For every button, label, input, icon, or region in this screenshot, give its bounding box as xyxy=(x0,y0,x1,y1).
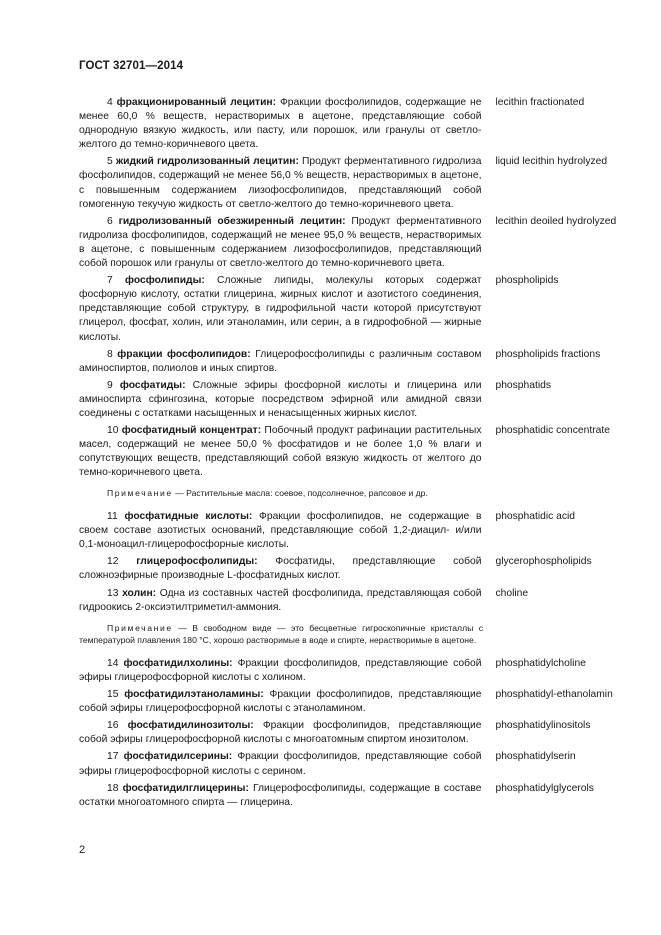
term-name: фосфатидный концентрат: xyxy=(121,425,262,437)
term-english: phosphatidylglycerols xyxy=(495,782,594,794)
term-entry xyxy=(79,348,619,376)
term-definition: 9 фосфатиды: Сложные эфиры фосфорной кислоты и глицерина или аминоспирта сфингозина, которые посредством эфирной или амидной связи соединены с остатками насыщенных и ненасыщенных жирных кислот. xyxy=(79,379,482,419)
term-name: фракционированный лецитин: xyxy=(116,97,277,108)
term-english: phospholipids fractions xyxy=(495,348,601,360)
term-entry xyxy=(79,274,619,344)
term-name: холин: xyxy=(122,587,157,599)
term-definition: 12 глицерофосфолипиды: Фосфатиды, представляющие собой сложноэфирные производные L-фосфатидных кислот. xyxy=(79,556,482,582)
term-definition: 6 гидролизованный обезжиренный лецитин: Продукт ферментативного гидролиза фосфолипидов, содержащий не менее 95,0 % веществ, нерастворимых в ацетоне, с повышенным содержанием лизофосфолипидов, представляющий собой порошок или гранулы от светло-желтого до темно-коричневого цвета. xyxy=(79,215,482,270)
term-entry xyxy=(79,750,619,778)
document-header: ГОСТ 32701—2014 xyxy=(79,60,184,72)
term-definition: 8 фракции фосфолипидов: Глицерофосфолипиды с различным составом аминоспиртов, полиолов и иных спиртов. xyxy=(79,348,482,374)
term-name: фосфатидилглицерины: xyxy=(122,782,249,794)
term-name: фракции фосфолипидов: xyxy=(117,348,251,360)
term-english: phosphatidic concentrate xyxy=(495,425,610,437)
term-entry xyxy=(79,688,619,716)
term-english: lecithin deoiled hydrolyzed xyxy=(495,215,617,227)
term-entry xyxy=(79,96,619,152)
term-entry xyxy=(79,555,619,583)
term-english: choline xyxy=(495,587,529,599)
term-definition: 4 фракционированный лецитин: Фракции фосфолипидов, содержащие не менее 60,0 % веществ, нерастворимых в ацетоне, представляющие собой однородную вязкую жидкость, или пасту, или порошок, или гранулы от светло-желтого до темно-коричневого цвета. xyxy=(79,97,482,151)
term-name: фосфатидилсерины: xyxy=(123,751,233,763)
term-definition: 15 фосфатидилэтаноламины: Фракции фосфолипидов, представляющие собой эфиры глицерофосфорной кислоты с этаноламином. xyxy=(79,689,482,715)
term-definition: 11 фосфатидные кислоты: Фракции фосфолипидов, не содержащие в своем составе азотистых оснований, представляющие собой 1,2-диацил- и/или 0,1-моноацил-глицерофосфорные кислоты. xyxy=(79,511,482,551)
term-entry xyxy=(79,424,619,480)
term-name: глицерофосфолипиды: xyxy=(136,556,258,568)
note-text: Растительные масла: соевое, подсолнечное, рапсовое и др. xyxy=(186,488,428,499)
terms-list xyxy=(79,96,619,813)
term-name: фосфолипиды: xyxy=(124,275,205,287)
note: Примечание — Растительные масла: соевое, подсолнечное, рапсовое и др. xyxy=(107,488,428,499)
note: Примечание — В свободном виде — это бесцветные гигроскопичные кристаллы с температурой плавления 180 °С, хорошо растворимые в воде и спирте, нерастворимые в ацетоне. xyxy=(79,622,483,646)
term-definition: 18 фосфатидилглицерины: Глицерофосфолипиды, содержащие в составе остатки многоатомного спирта — глицерина. xyxy=(79,782,482,808)
term-definition: 10 фосфатидный концентрат: Побочный продукт рафинации растительных масел, содержащий не менее 50,0 % фосфатидов и не более 1,0 % влаги и сопутствующих веществ, представляющий собой вязкую жидкость от желтого до темно-коричневого цвета. xyxy=(79,425,482,479)
term-english: phosphatids xyxy=(495,379,552,391)
term-name: фосфатидилхолины: xyxy=(123,657,233,669)
term-entry xyxy=(79,215,619,271)
term-english: glycerophospholipids xyxy=(495,556,592,568)
term-english: phosphatidylserin xyxy=(495,751,576,763)
term-entry xyxy=(79,587,619,615)
note-text: В свободном виде — это бесцветные гигроскопичные кристаллы с температурой плавления 180 °С, хорошо растворимые в воде и спирте, нерастворимые в ацетоне. xyxy=(79,622,483,646)
term-english: phosphatidic acid xyxy=(495,511,576,523)
term-entry xyxy=(79,719,619,747)
term-entry xyxy=(79,782,619,810)
term-entry xyxy=(79,657,619,685)
note-label: Примечание xyxy=(107,622,173,633)
term-name: фосфатиды: xyxy=(119,379,186,391)
term-definition: 5 жидкий гидролизованный лецитин: Продукт ферментативного гидролиза фосфолипидов, содержащий не менее 56,0 % веществ, нерастворимых в ацетоне, с повышенным содержанием лизофосфолипидов, представляющий собой гомогенную текучую жидкость от светло-желтого до темно-коричневого цвета. xyxy=(79,156,482,210)
page-number: 2 xyxy=(79,844,86,856)
term-definition: 7 фосфолипиды: Сложные липиды, молекулы которых содержат фосфорную кислоту, остатки глицерина, жирных кислот и азотистого соединения, представляющие собой структуру, в гидрофильной части которой присутствуют глицерол, фосфат, холин, или этаноламин, или серин, а в гидрофобной — жирные кислоты. xyxy=(79,275,482,343)
term-name: фосфатидилэтаноламины: xyxy=(124,689,264,701)
term-name: гидролизованный обезжиренный лецитин: xyxy=(118,215,346,227)
term-entry xyxy=(79,510,619,552)
term-english: phosphatidylcholine xyxy=(495,657,586,669)
term-name: фосфатидилинозитолы: xyxy=(127,720,254,732)
term-definition: 17 фосфатидилсерины: Фракции фосфолипидов, представляющие собой эфиры глицерофосфорной кислоты с серином. xyxy=(79,751,482,777)
term-name: фосфатидные кислоты: xyxy=(124,511,253,523)
term-definition: 13 холин: Одна из составных частей фосфолипида, представляющая собой гидроокись 2-оксиэтилтриметил-аммония. xyxy=(79,587,482,613)
term-definition: 14 фосфатидилхолины: Фракции фосфолипидов, представляющие собой эфиры глицерофосфорной кислоты с холином. xyxy=(79,657,482,683)
term-english: phosphatidyl-ethanolamin xyxy=(495,689,613,701)
term-entry xyxy=(79,379,619,421)
term-english: liquid lecithin hydrolyzed xyxy=(495,156,608,168)
term-name: жидкий гидролизованный лецитин: xyxy=(115,156,299,168)
term-entry xyxy=(79,155,619,211)
term-english: phospholipids xyxy=(495,275,559,287)
term-definition: 16 фосфатидилинозитолы: Фракции фосфолипидов, представляющие собой эфиры глицерофосфорной кислоты с многоатомным спиртом инозитолом. xyxy=(79,720,482,746)
term-english: phosphatidylinositols xyxy=(495,720,591,732)
term-english: lecithin fractionated xyxy=(495,97,585,108)
note-label: Примечание xyxy=(107,488,173,499)
